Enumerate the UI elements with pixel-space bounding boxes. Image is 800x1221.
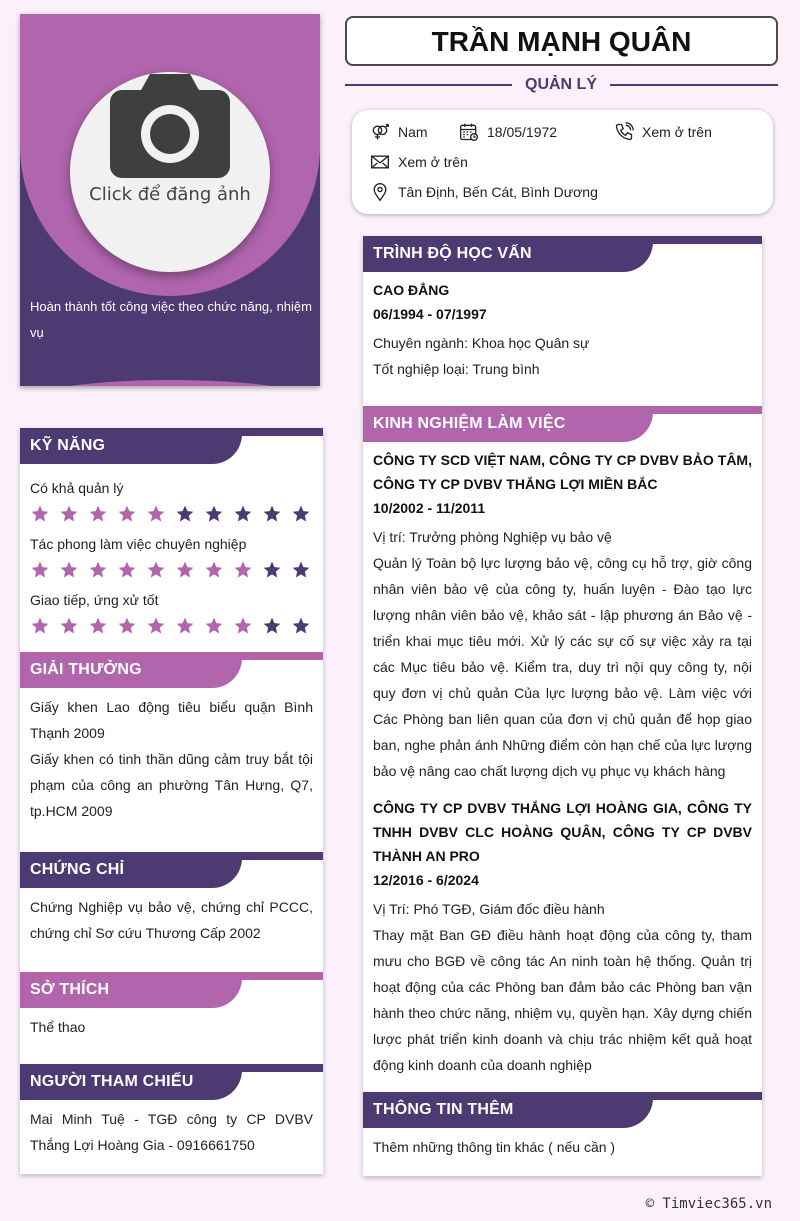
mail-icon: [370, 152, 390, 172]
awards-list: [20, 694, 323, 824]
job-position: Vị Trí: Phó TGĐ, Giám đốc điều hành: [373, 901, 605, 917]
photo-upload-button[interactable]: [70, 72, 270, 272]
skill-rating: [30, 560, 313, 580]
experience-title: KINH NGHIỆM LÀM VIỆC: [373, 415, 566, 432]
education-header: [363, 236, 762, 272]
skill-name: Giao tiếp, ứng xử tốt: [30, 592, 159, 608]
star-icon: [59, 616, 79, 636]
left-panel: [20, 428, 323, 1174]
phone-icon: [614, 122, 634, 142]
references-title: NGƯỜI THAM CHIẾU: [30, 1073, 194, 1090]
star-icon: [233, 504, 253, 524]
star-icon: [204, 616, 224, 636]
references-text: Mai Minh Tuệ - TGĐ công ty CP DVBV Thắng Lợi Hoàng Gia - 0916661750: [30, 1111, 313, 1153]
education-period: 06/1994 - 07/1997: [373, 306, 487, 322]
skills-list: [20, 470, 323, 636]
star-icon: [291, 560, 311, 580]
job-description: Quản lý Toàn bộ lực lượng bảo vệ, công cụ hỗ trợ, giờ công nhân viên bảo vệ của công ty, huấn luyện - Đào tạo lực lượng nhân viên bảo vệ, khảo sát - lập phương án Bảo vệ - triển khai mục tiêu mới. Xử lý các sự cố sự việc xảy ra tại các Mục tiêu bảo vệ. Kiểm tra, duy trì nội quy công ty, nội quy đơn vị chủ quản Của lực lượng bảo vệ. Làm việc với Các Phòng ban liên quan của đơn vị chủ quản để họp giao ban, nghe phản ánh Những điểm còn hạn chế của lực lượng bảo vệ nâng cao chất lượng dịch vụ phục vụ khách hàng: [373, 555, 752, 779]
skill-name: Có khả quản lý: [30, 480, 124, 496]
gender-text: Nam: [398, 124, 428, 140]
job-company: CÔNG TY CP DVBV THẮNG LỢI HOÀNG GIA, CÔNG TY TNHH DVBV CLC HOÀNG QUÂN, CÔNG TY CP DVBV THÀNH AN PRO: [373, 800, 752, 864]
job-period: 12/2016 - 6/2024: [373, 872, 479, 888]
skill-name: Tác phong làm việc chuyên nghiệp: [30, 536, 247, 552]
star-icon: [204, 504, 224, 524]
contact-address: [370, 182, 598, 202]
star-icon: [88, 616, 108, 636]
additional-text: Thêm những thông tin khác ( nếu cần ): [373, 1139, 616, 1155]
star-icon: [30, 616, 50, 636]
hobbies-title: SỞ THÍCH: [30, 981, 110, 998]
birthday-text: 18/05/1972: [487, 124, 558, 140]
contact-birthday: [459, 122, 557, 142]
skill-item: [30, 534, 313, 580]
hobbies-text: Thể thao: [30, 1019, 86, 1035]
right-panel: [363, 236, 762, 1176]
award-item: Giấy khen Lao động tiêu biểu quận Bình Thạnh 2009: [30, 699, 313, 741]
star-icon: [204, 560, 224, 580]
camera-icon: [110, 74, 230, 178]
star-icon: [175, 616, 195, 636]
star-icon: [291, 504, 311, 524]
contact-box: [352, 110, 773, 214]
star-icon: [59, 560, 79, 580]
education-body: [363, 278, 762, 382]
skill-rating: [30, 504, 313, 524]
career-objective: Hoàn thành tốt công việc theo chức năng, nhiệm vụ: [30, 299, 312, 340]
additional-title: THÔNG TIN THÊM: [373, 1101, 514, 1118]
star-icon: [30, 560, 50, 580]
education-title: TRÌNH ĐỘ HỌC VẤN: [373, 245, 532, 262]
star-icon: [291, 616, 311, 636]
gender-icon: [370, 122, 390, 142]
card-bottom-bump: [30, 380, 312, 386]
experience-body: [363, 448, 762, 1078]
location-icon: [370, 182, 390, 202]
additional-header: [363, 1092, 762, 1128]
skills-header: [20, 428, 323, 464]
star-icon: [175, 560, 195, 580]
star-icon: [233, 616, 253, 636]
star-icon: [88, 560, 108, 580]
star-icon: [88, 504, 108, 524]
calendar-icon: [459, 122, 479, 142]
star-icon: [117, 560, 137, 580]
job-company: CÔNG TY SCD VIỆT NAM, CÔNG TY CP DVBV BẢO TÂM, CÔNG TY CP DVBV THẮNG LỢI MIỀN BẮC: [373, 452, 752, 492]
certificates-header: [20, 852, 323, 888]
education-school: CAO ĐẲNG: [373, 282, 450, 298]
skills-title: KỸ NĂNG: [30, 437, 106, 454]
star-icon: [117, 616, 137, 636]
awards-header: [20, 652, 323, 688]
certificates-title: CHỨNG CHỈ: [30, 861, 125, 878]
photo-label: Click để đăng ảnh: [89, 184, 251, 205]
skill-rating: [30, 616, 313, 636]
contact-gender: [370, 122, 428, 142]
job-period: 10/2002 - 11/2011: [373, 500, 486, 516]
star-icon: [146, 504, 166, 524]
education-major: Chuyên ngành: Khoa học Quân sự: [373, 335, 590, 351]
footer-copyright: © Timviec365.vn: [645, 1196, 772, 1212]
phone-text: Xem ở trên: [642, 124, 712, 140]
awards-title: GIẢI THƯỞNG: [30, 661, 142, 678]
contact-phone[interactable]: [614, 122, 712, 142]
references-header: [20, 1064, 323, 1100]
star-icon: [146, 616, 166, 636]
contact-email[interactable]: [370, 152, 468, 172]
experience-header: [363, 406, 762, 442]
job-title: QUẢN LÝ: [512, 72, 610, 98]
job-item: [373, 796, 752, 1078]
profile-card: [20, 14, 320, 386]
star-icon: [59, 504, 79, 524]
star-icon: [262, 560, 282, 580]
star-icon: [175, 504, 195, 524]
address-text: Tân Định, Bến Cát, Bình Dương: [398, 184, 598, 200]
star-icon: [233, 560, 253, 580]
star-icon: [117, 504, 137, 524]
email-text: Xem ở trên: [398, 154, 468, 170]
star-icon: [30, 504, 50, 524]
skill-item: [30, 590, 313, 636]
award-item: Giấy khen có tinh thần dũng cảm truy bắt tội phạm của công an phường Tân Hưng, Q7, tp.HCM 2009: [30, 751, 313, 819]
education-grade: Tốt nghiệp loại: Trung bình: [373, 361, 540, 377]
skill-item: [30, 478, 313, 524]
full-name: TRẦN MẠNH QUÂN: [345, 16, 778, 66]
certificates-text: Chứng Nghiệp vụ bảo vệ, chứng chỉ PCCC, chứng chỉ Sơ cứu Thương Cấp 2002: [30, 899, 313, 941]
star-icon: [262, 504, 282, 524]
job-position: Vị trí: Trưởng phòng Nghiệp vụ bảo vệ: [373, 529, 612, 545]
star-icon: [262, 616, 282, 636]
star-icon: [146, 560, 166, 580]
job-item: [373, 448, 752, 784]
job-description: Thay mặt Ban GĐ điều hành hoạt động của công ty, tham mưu cho BGĐ về công tác An ninh toàn hệ thống. Quản trị hoạt động của các Phòng ban đảm bảo các Phòng ban vận hành theo chức năng, nhiệm vụ, quyền hạn. Xây dựng chiến lược phát triển kinh doanh và chịu trác nhiệm kết quả hoạt động kinh doanh của doanh nghiệp: [373, 927, 752, 1073]
hobbies-header: [20, 972, 323, 1008]
